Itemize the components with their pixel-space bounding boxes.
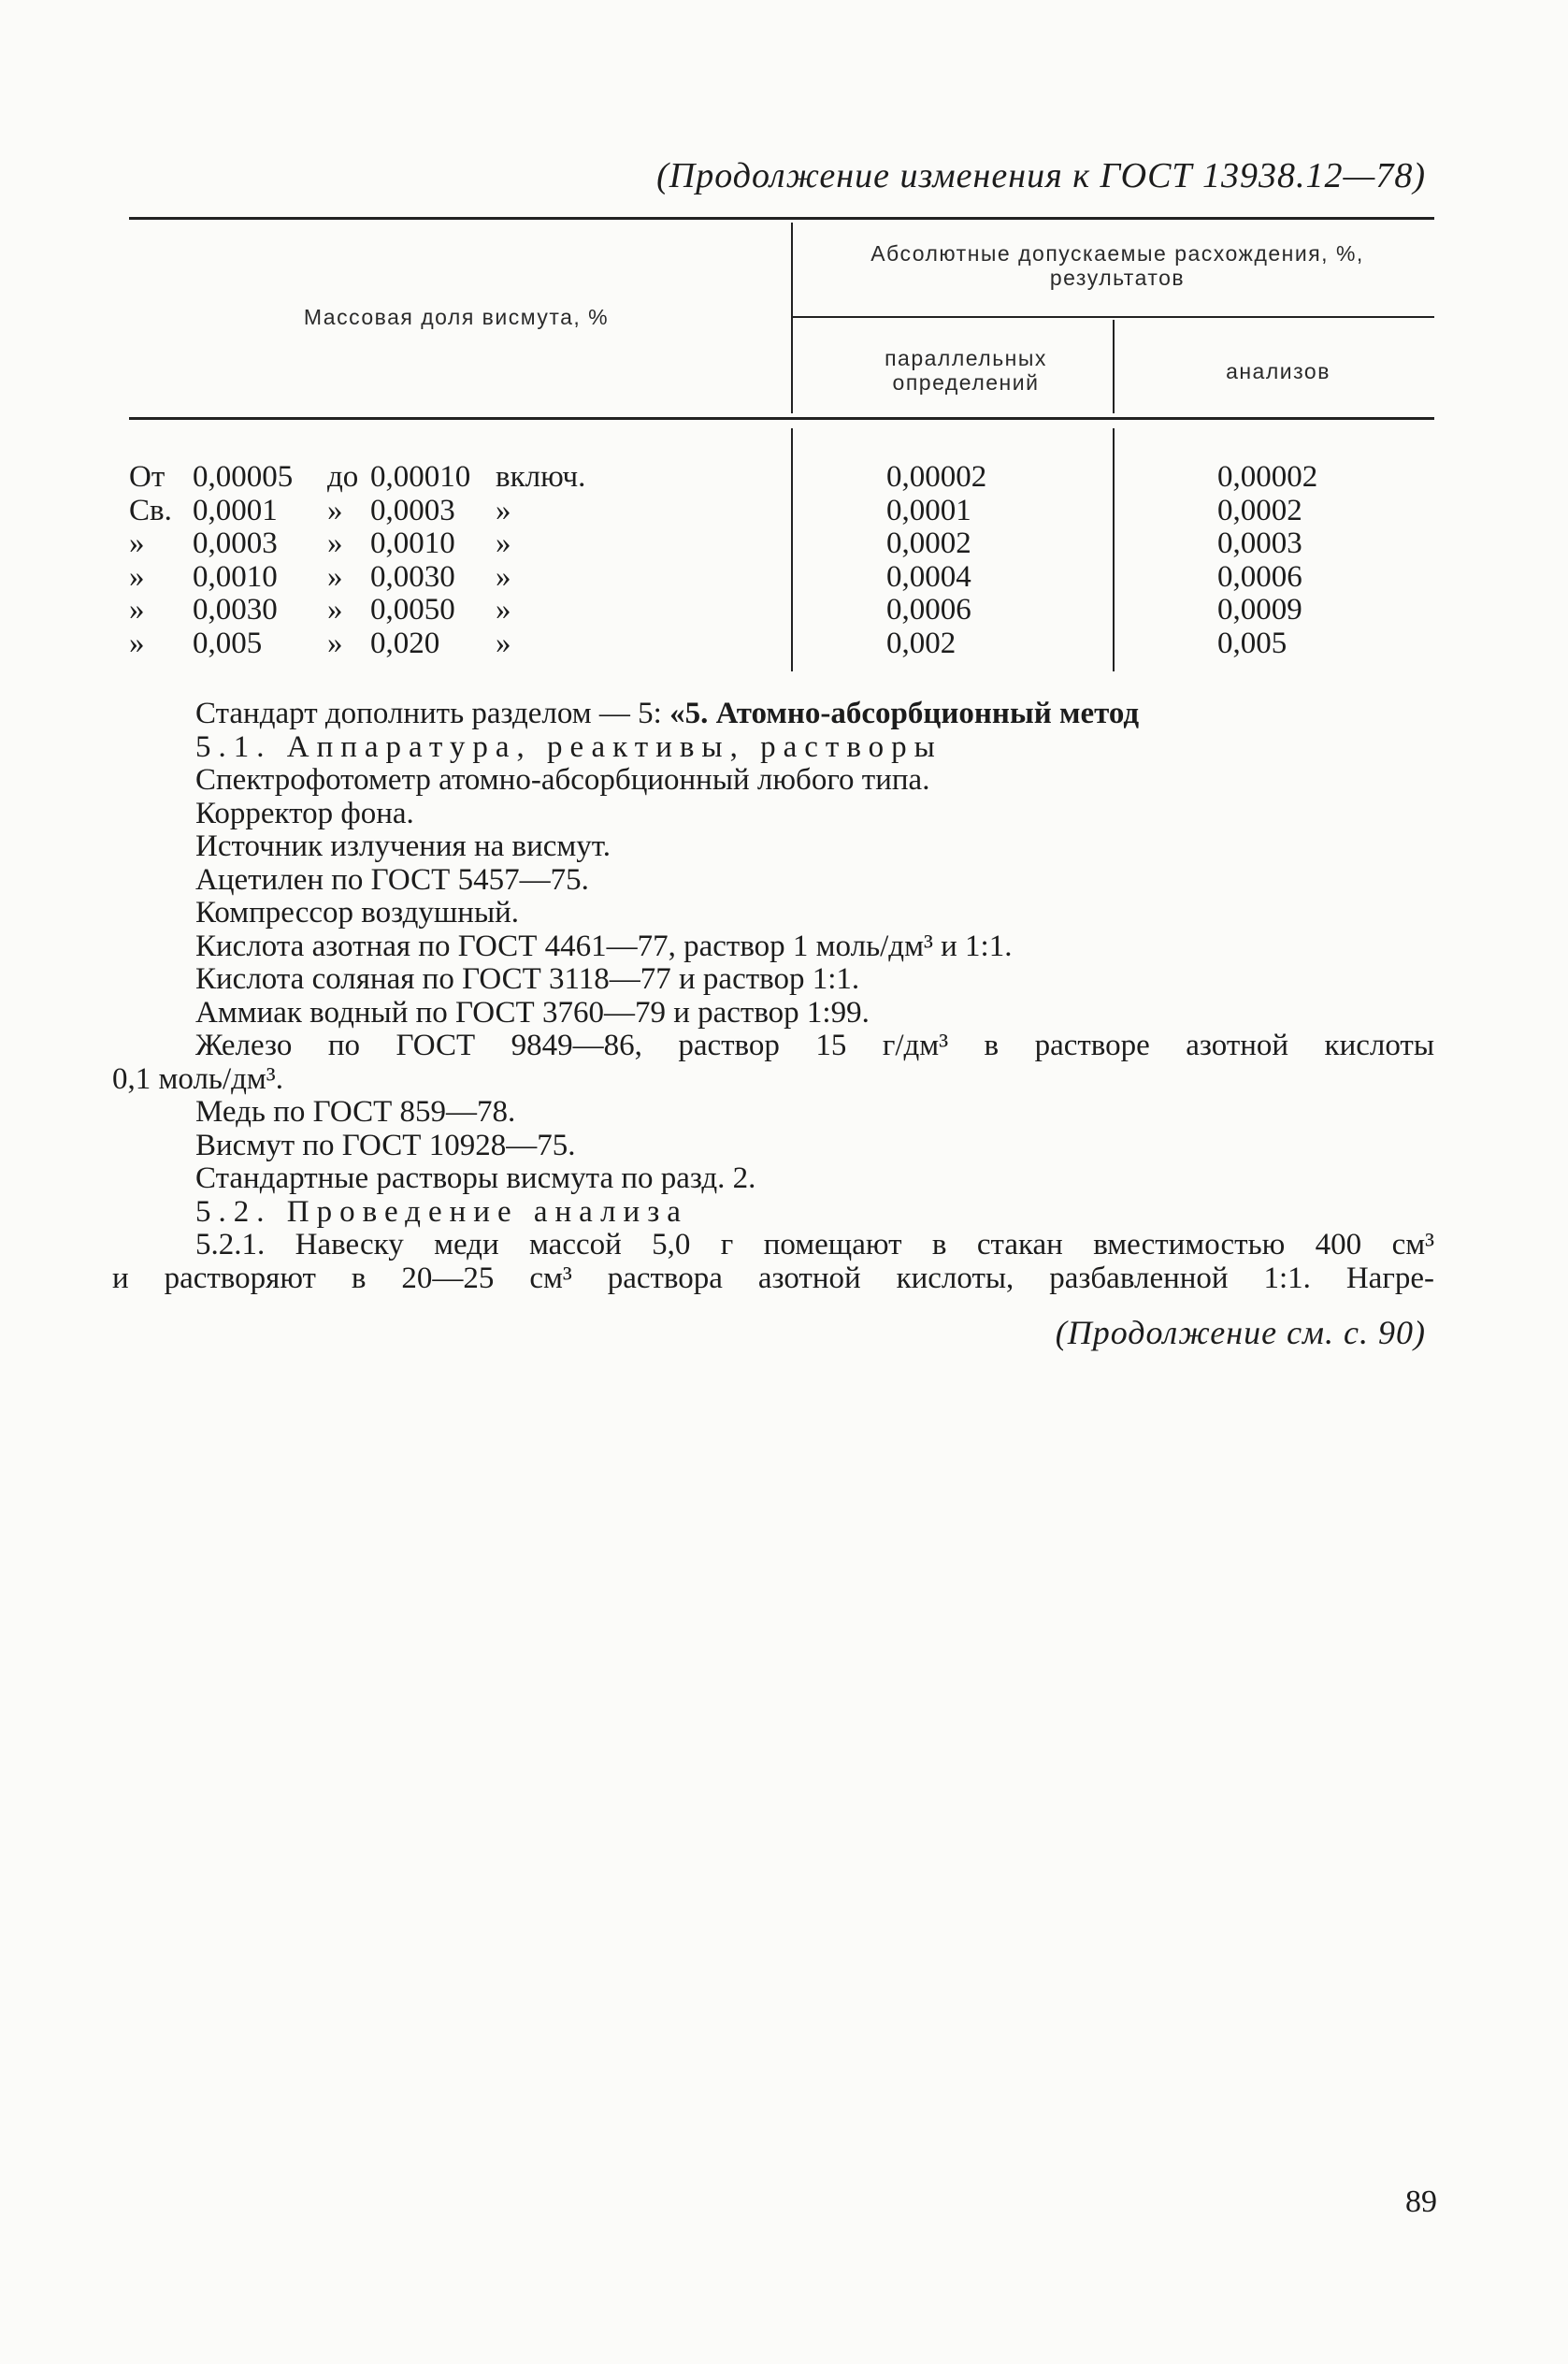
cell-analyses: 0,0009 xyxy=(1217,593,1302,627)
range-suffix: » xyxy=(496,626,511,660)
subsection-heading: 5.1. Аппаратура, реактивы, растворы xyxy=(195,729,942,764)
range-suffix: включ. xyxy=(496,460,586,494)
row-label: » xyxy=(129,559,145,594)
cell-analyses: 0,00002 xyxy=(1217,460,1318,494)
range-from: 0,0010 xyxy=(193,559,278,594)
paragraph xyxy=(112,698,1434,731)
table-divider-sub xyxy=(1113,320,1115,413)
table-group-rule xyxy=(793,316,1434,318)
paragraph: Железо по ГОСТ 9849—86, раствор 15 г/дм³ в растворе азотной кислоты xyxy=(195,1029,1434,1062)
range-to: 0,0010 xyxy=(370,526,455,560)
continuation-note: (Продолжение см. с. 90) xyxy=(1055,1314,1426,1351)
section-title: «5. Атомно-абсорбционный метод xyxy=(669,697,1140,730)
range-from: 0,0001 xyxy=(193,493,278,527)
range-to: 0,0050 xyxy=(370,593,455,627)
cell-analyses: 0,0002 xyxy=(1217,493,1302,527)
paragraph: Спектрофотометр атомно-абсорбционный любого типа. xyxy=(195,763,930,797)
range-connector: » xyxy=(327,626,343,660)
row-label: » xyxy=(129,593,145,627)
range-to: 0,00010 xyxy=(370,460,471,494)
range-connector: » xyxy=(327,559,343,594)
table-divider-main-body xyxy=(791,428,793,671)
row-label: » xyxy=(129,526,145,560)
range-to: 0,0030 xyxy=(370,559,455,594)
paragraph: Компрессор воздушный. xyxy=(195,896,520,930)
cell-parallel: 0,0002 xyxy=(886,526,971,560)
paragraph: 5.2.1. Навеску меди массой 5,0 г помещают в стакан вместимостью 400 см³ xyxy=(195,1228,1434,1261)
paragraph-continuation: 0,1 моль/дм³. xyxy=(112,1061,283,1096)
range-suffix: » xyxy=(496,593,511,627)
paragraph: Источник излучения на висмут. xyxy=(195,829,611,863)
cell-parallel: 0,00002 xyxy=(886,460,987,494)
running-header: (Продолжение изменения к ГОСТ 13938.12—78) xyxy=(656,156,1426,195)
header-tolerance-group: Абсолютные допускаемые расхождения, %, результатов xyxy=(870,241,1364,290)
subsection-heading: 5.2. Проведение анализа xyxy=(195,1194,688,1229)
range-from: 0,0030 xyxy=(193,593,278,627)
cell-parallel: 0,0001 xyxy=(886,493,971,527)
header-parallel: параллельных определений xyxy=(885,346,1047,395)
range-suffix: » xyxy=(496,559,511,594)
table-divider-main xyxy=(791,223,793,413)
cell-parallel: 0,0004 xyxy=(886,559,971,594)
cell-analyses: 0,0003 xyxy=(1217,526,1302,560)
range-from: 0,0003 xyxy=(193,526,278,560)
text-plain: Стандарт дополнить разделом — 5: xyxy=(195,697,670,730)
paragraph-continuation: и растворяют в 20—25 см³ раствора азотной кислоты, разбавленной 1:1. Нагре- xyxy=(112,1261,1434,1295)
range-connector: » xyxy=(327,493,343,527)
cell-parallel: 0,0006 xyxy=(886,593,971,627)
table-divider-sub-body xyxy=(1113,428,1115,671)
page-number: 89 xyxy=(1405,2184,1437,2219)
row-label: Св. xyxy=(129,493,172,527)
paragraph: Кислота соляная по ГОСТ 3118—77 и раствор 1:1. xyxy=(195,962,860,996)
paragraph: Стандартные растворы висмута по разд. 2. xyxy=(195,1161,756,1195)
paragraph: Медь по ГОСТ 859—78. xyxy=(195,1095,516,1129)
range-connector: » xyxy=(327,593,343,627)
table-top-rule xyxy=(129,217,1434,220)
range-to: 0,0003 xyxy=(370,493,455,527)
table-header-rule xyxy=(129,417,1434,420)
header-mass-fraction: Массовая доля висмута, % xyxy=(303,305,610,329)
paragraph: Висмут по ГОСТ 10928—75. xyxy=(195,1128,576,1162)
cell-analyses: 0,005 xyxy=(1217,626,1287,660)
paragraph: Ацетилен по ГОСТ 5457—75. xyxy=(195,862,589,897)
section-text xyxy=(112,698,1434,1295)
range-connector: » xyxy=(327,526,343,560)
row-label: От xyxy=(129,460,165,494)
cell-analyses: 0,0006 xyxy=(1217,559,1302,594)
range-from: 0,00005 xyxy=(193,460,294,494)
range-from: 0,005 xyxy=(193,626,263,660)
header-analyses: анализов xyxy=(1226,359,1331,383)
paragraph: Аммиак водный по ГОСТ 3760—79 и раствор 1:99. xyxy=(195,995,870,1030)
range-suffix: » xyxy=(496,493,511,527)
paragraph: Корректор фона. xyxy=(195,796,414,830)
range-suffix: » xyxy=(496,526,511,560)
range-connector: до xyxy=(327,460,359,494)
row-label: » xyxy=(129,626,145,660)
range-to: 0,020 xyxy=(370,626,440,660)
paragraph: Кислота азотная по ГОСТ 4461—77, раствор 1 моль/дм³ и 1:1. xyxy=(195,929,1013,963)
cell-parallel: 0,002 xyxy=(886,626,957,660)
